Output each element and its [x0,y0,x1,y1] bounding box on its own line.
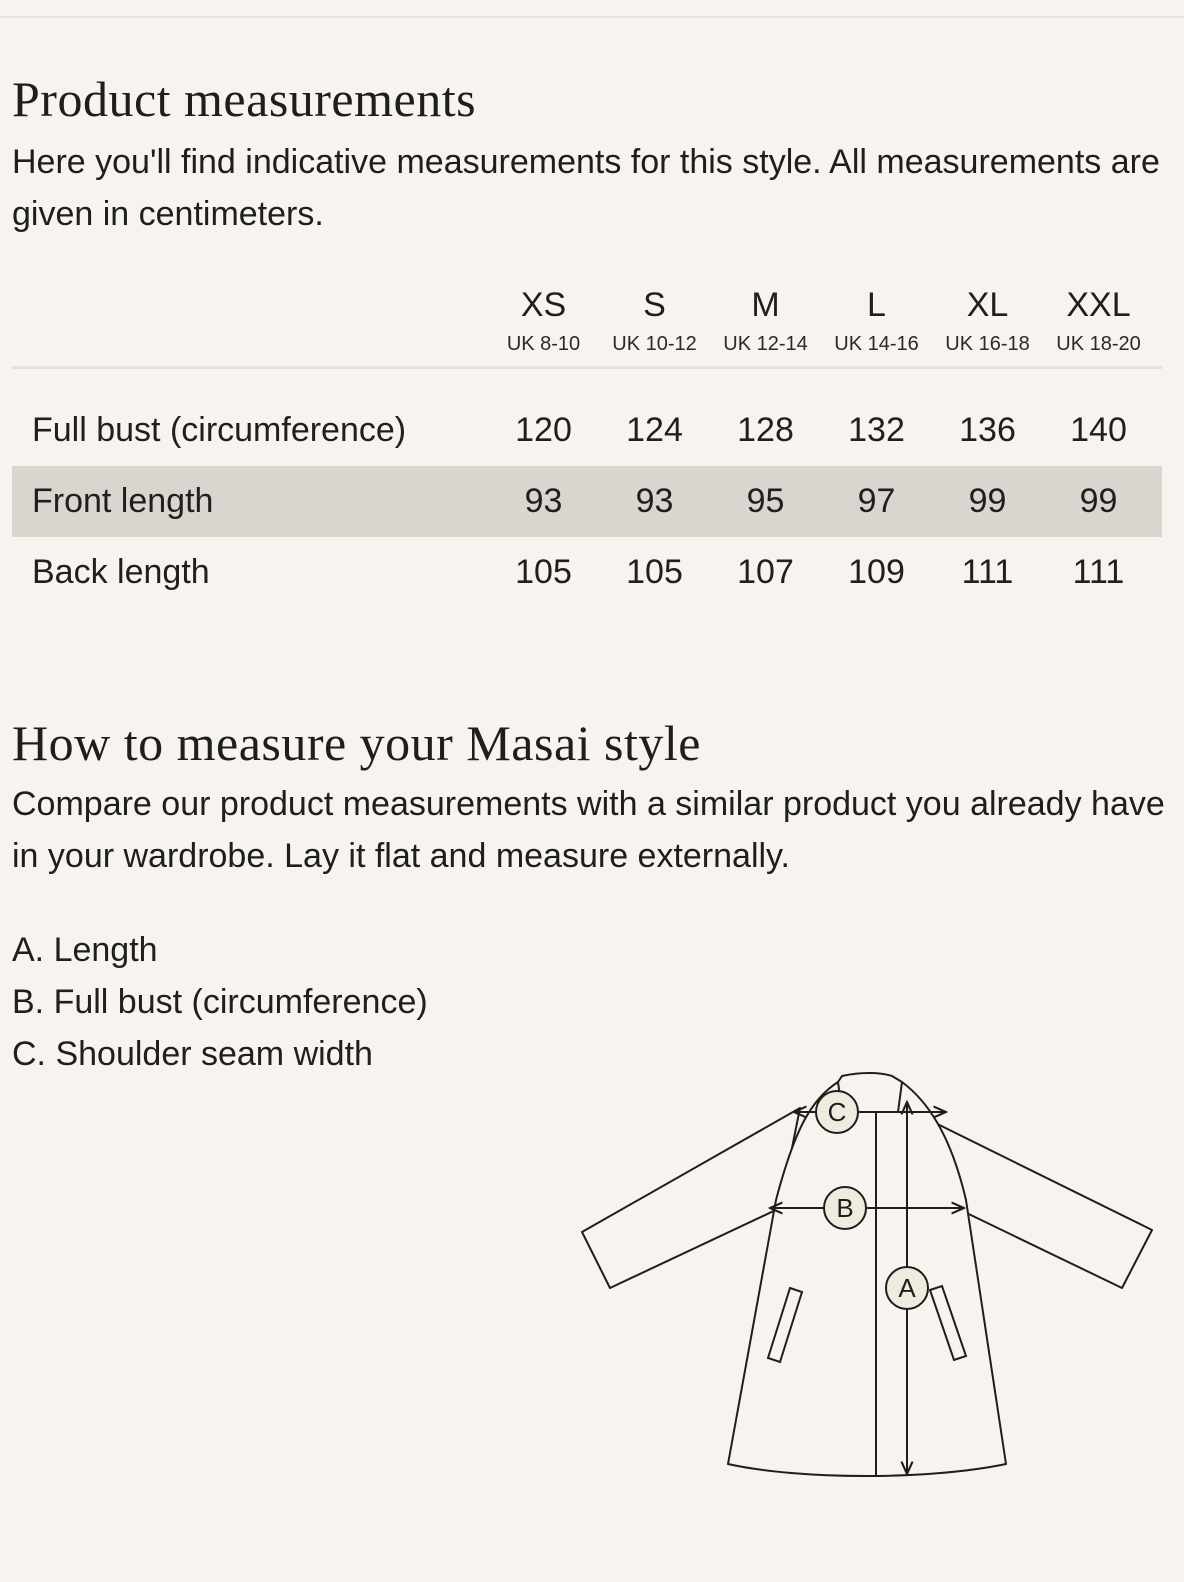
table-cell: 140 [1070,411,1127,449]
size-uk-label: UK 10-12 [612,333,697,355]
table-cell: 97 [857,482,896,520]
marker-label-c: C [827,1097,847,1127]
table-cell: 124 [626,411,683,449]
size-uk-label: UK 18-20 [1056,333,1141,355]
measurement-legend-list [12,924,428,1080]
table-cell: 93 [524,482,563,520]
size-uk-label: UK 12-14 [723,333,808,355]
table-cell: 107 [737,553,794,591]
product-measurements-title: Product measurements [12,71,477,127]
coat-illustration [580,1072,1160,1492]
table-cell: 109 [848,553,905,591]
table-row-back-length [12,537,1162,608]
list-item: B. Full bust (circumference) [12,983,428,1021]
row-label: Front length [32,482,214,520]
size-label: XL [966,286,1009,324]
size-uk-label: UK 14-16 [834,333,919,355]
size-uk-label: UK 16-18 [945,333,1030,355]
table-row-full-bust [12,395,1162,466]
list-item: A. Length [12,931,158,969]
size-column-l [821,276,932,358]
how-to-measure-intro: Compare our product measurements with a similar product you already have in your wardrobe. Lay it flat and measure externally. [12,785,1165,875]
size-table [12,276,1162,608]
table-cell: 105 [626,553,683,591]
size-table-body [12,395,1162,608]
size-column-s [599,276,710,358]
size-label: S [643,286,666,324]
marker-c [816,1091,858,1133]
table-cell: 128 [737,411,794,449]
size-label: XXL [1066,286,1131,324]
list-item: C. Shoulder seam width [12,1035,373,1073]
table-cell: 99 [968,482,1007,520]
table-cell: 105 [515,553,572,591]
table-cell: 136 [959,411,1016,449]
marker-a [886,1267,928,1309]
product-measurements-intro: Here you'll find indicative measurements for this style. All measurements are given in centimeters. [12,143,1160,233]
marker-label-a: A [898,1273,916,1303]
table-cell: 132 [848,411,905,449]
size-column-m [710,276,821,358]
size-uk-label: UK 8-10 [506,333,581,355]
size-label: M [751,286,780,324]
table-cell: 93 [635,482,674,520]
table-cell: 95 [746,482,785,520]
marker-b [824,1187,866,1229]
row-label: Full bust (circumference) [32,411,407,449]
coat-measurement-diagram [580,1072,1160,1492]
size-column-xxl [1043,276,1154,358]
size-column-xs [488,276,599,358]
row-label: Back length [32,553,210,591]
top-divider [0,16,1184,18]
table-cell: 120 [515,411,572,449]
table-row-front-length [12,466,1162,537]
table-cell: 111 [1072,553,1125,591]
size-label: XS [520,286,567,324]
size-label: L [867,286,886,324]
marker-label-b: B [836,1193,854,1223]
size-column-xl [932,276,1043,358]
how-to-measure-title: How to measure your Masai style [12,715,701,771]
size-table-header [12,276,1162,369]
table-cell: 111 [961,553,1014,591]
table-cell: 99 [1079,482,1118,520]
